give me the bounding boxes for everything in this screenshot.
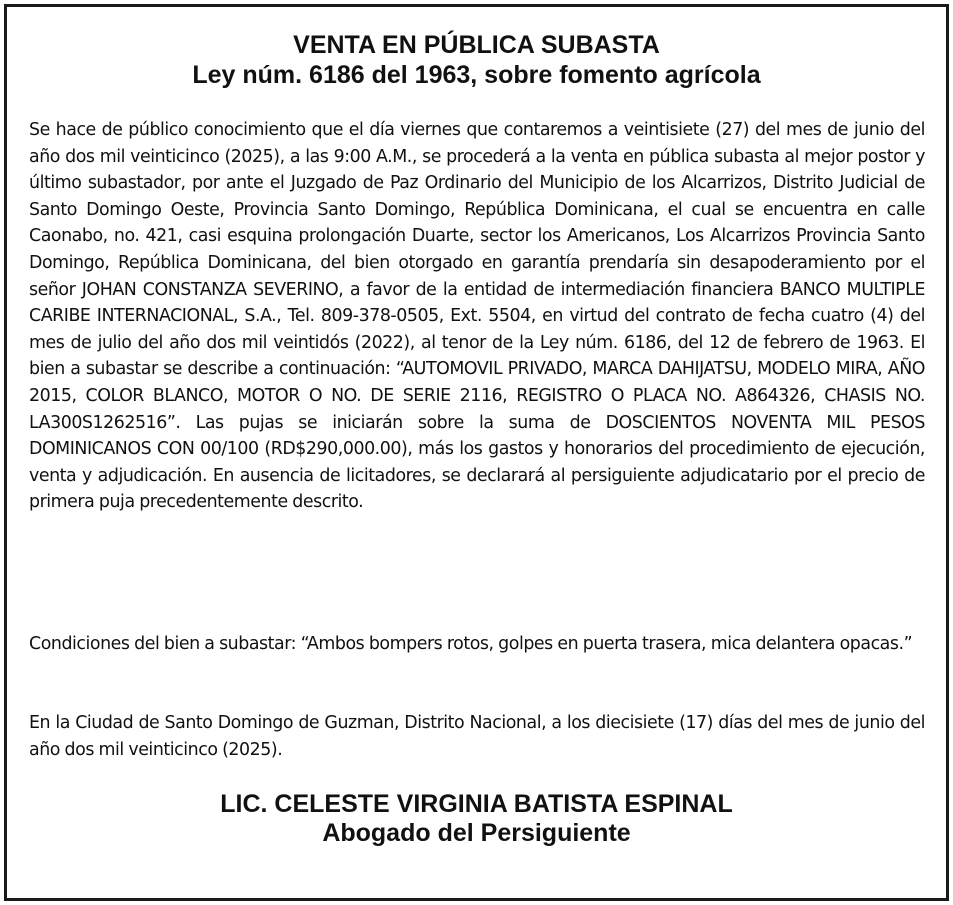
notice-subtitle: Ley núm. 6186 del 1963, sobre fomento agrícola (192, 61, 761, 89)
notice-paragraph-place-date: En la Ciudad de Santo Domingo de Guzman, Distrito Nacional, a los diecisiete (17) días del mes de junio del año dos mil veinticinco (2025). (29, 713, 925, 760)
notice-title: VENTA EN PÚBLICA SUBASTA (293, 31, 660, 59)
signature-name: LIC. CELESTE VIRGINIA BATISTA ESPINAL (220, 790, 733, 818)
signature-role: Abogado del Persiguiente (322, 819, 631, 847)
notice-frame (4, 4, 949, 901)
notice-paragraph-conditions: Condiciones del bien a subastar: “Ambos bompers rotos, golpes en puerta trasera, mica delantera opacas.” (29, 634, 913, 654)
notice-paragraph-main: Se hace de público conocimiento que el día viernes que contaremos a veintisiete (27) del mes de junio del año dos mil veinticinco (2025), a las 9:00 A.M., se procederá a la venta en pública subasta al mejor postor y último subastador, por ante el Juzgado de Paz Ordinario del Municipio de los Alcarrizos, Distrito Judicial de Santo Domingo Oeste, Provincia Santo Domingo, República Dominicana, el cual se encuentra en calle Caonabo, no. 421, casi esquina prolongación Duarte, sector los Americanos, Los Alcarrizos Provincia Santo Domingo, República Dominicana, del bien otorgado en garantía prendaría sin desapoderamiento por el señor JOHAN CONSTANZA SEVERINO, a favor de la entidad de intermediación financiera BANCO MULTIPLE CARIBE INTERNACIONAL, S.A., Tel. 809-378-0505, Ext. 5504, en virtud del contrato de fecha cuatro (4) del mes de julio del año dos mil veintidós (2022), al tenor de la Ley núm. 6186, del 12 de febrero de 1963. El bien a subastar se describe a continuación: “AUTOMOVIL PRIVADO, MARCA DAHIJATSU, MODELO MIRA, AÑO 2015, COLOR BLANCO, MOTOR O NO. DE SERIE 2116, REGISTRO O PLACA NO. A864326, CHASIS NO. LA300S1262516”. Las pujas se iniciarán sobre la suma de DOSCIENTOS NOVENTA MIL PESOS DOMINICANOS CON 00/100 (RD$290,000.00), más los gastos y honorarios del procedimiento de ejecución, venta y adjudicación. En ausencia de licitadores, se declarará al persiguiente adjudicatario por el precio de primera puja precedentemente descrito. (29, 120, 925, 513)
